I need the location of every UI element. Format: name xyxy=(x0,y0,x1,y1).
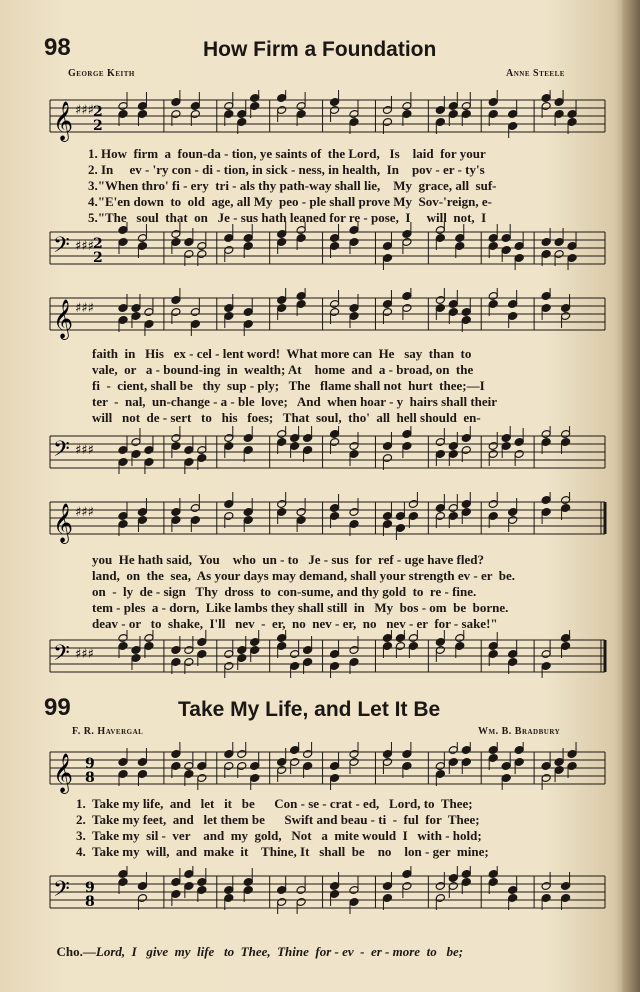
verse-line: faith in His ex - cel - lent word! What more can He say than to xyxy=(92,346,472,361)
verse-line: 4. Take my will, and make it Thine, It shall be no lon - ger mine; xyxy=(76,844,489,859)
verse-line: 4."E'en down to old age, all My peo - ple shall prove My Sov-'reign, e- xyxy=(88,194,492,209)
chorus-line xyxy=(50,928,463,960)
verse-line: deav - or to shake, I'll nev - er, no nev - er, no nev - er for - sake!" xyxy=(92,616,498,631)
verse-line: 1. How firm a foun-da - tion, ye saints of the Lord, Is laid for your xyxy=(88,146,486,161)
svg-text:♯♯♯: ♯♯♯ xyxy=(75,443,94,458)
hymn-title: Take My Life, and Let It Be xyxy=(178,698,441,721)
hymn-title: How Firm a Foundation xyxy=(203,38,437,61)
svg-text:♯♯♯: ♯♯♯ xyxy=(75,239,94,254)
verse-line: on - ly de - sign Thy dross to con-sume, and thy gold to re - fine. xyxy=(92,584,477,599)
svg-text:2: 2 xyxy=(93,236,103,252)
verse-line: ter - nal, un-change - a - ble love; And when hoar - y hairs shall their xyxy=(92,394,498,409)
treble-staff xyxy=(45,742,610,794)
treble-staff xyxy=(45,492,610,544)
svg-text:♯♯♯: ♯♯♯ xyxy=(75,505,94,520)
svg-text:2: 2 xyxy=(93,104,103,120)
verse-line: 3. Take my sil - ver and my gold, Not a mite would I with - hold; xyxy=(76,828,482,843)
verse-line: 1. Take my life, and let it be Con - se - crat - ed, Lord, to Thee; xyxy=(76,796,473,811)
chorus-text: Lord, I give my life to Thee, Thine for - ev - er - more to be; xyxy=(95,944,464,959)
verse-line: 3."When thro' fi - ery tri - als thy path-way shall lie, My grace, all suf- xyxy=(88,178,497,193)
svg-text:♯♯♯: ♯♯♯ xyxy=(75,103,94,118)
hymn-number: 99 xyxy=(44,694,71,721)
svg-text:2: 2 xyxy=(93,250,103,266)
verse-line: you He hath said, You who un - to Je - sus for ref - uge have fled? xyxy=(92,552,484,567)
verse-line: will not de - sert to his foes; That soul, tho' all hell should en- xyxy=(92,410,481,425)
svg-text:2: 2 xyxy=(93,118,103,134)
svg-text:𝄢: 𝄢 xyxy=(53,877,70,907)
svg-text:♯♯♯: ♯♯♯ xyxy=(75,647,94,662)
verse-line: 5."The soul that on Je - sus hath leaned for re - pose, I will not, I xyxy=(88,210,487,225)
author-credit: F. R. Havergal xyxy=(72,726,144,737)
bass-staff xyxy=(45,426,610,478)
treble-staff xyxy=(45,288,610,340)
hymn-number: 98 xyxy=(44,34,71,61)
svg-text:8: 8 xyxy=(85,894,95,910)
svg-text:♯♯♯: ♯♯♯ xyxy=(75,301,94,316)
svg-text:𝄢: 𝄢 xyxy=(53,437,70,467)
verse-line: tem - ples a - dorn, Like lambs they shall still in My bos - om be borne. xyxy=(92,600,509,615)
svg-text:𝄞: 𝄞 xyxy=(53,503,74,543)
verse-line: fi - cient, shall be thy sup - ply; The flame shall not hurt thee;—I xyxy=(92,378,485,393)
book-spine xyxy=(622,0,640,992)
verse-line: land, on the sea, As your days may demand, shall your strength ev - er be. xyxy=(92,568,516,583)
svg-text:𝄢: 𝄢 xyxy=(53,233,70,263)
verse-line: 2. Take my feet, and let them be Swift and beau - ti - ful for Thee; xyxy=(76,812,480,827)
bass-staff xyxy=(45,866,610,918)
bass-staff xyxy=(45,222,610,274)
author-credit: Anne Steele xyxy=(506,68,565,79)
svg-text:9: 9 xyxy=(85,756,95,772)
svg-text:𝄢: 𝄢 xyxy=(53,641,70,671)
composer-credit: George Keith xyxy=(68,68,135,79)
svg-text:8: 8 xyxy=(85,770,95,786)
bass-staff xyxy=(45,630,610,682)
treble-staff xyxy=(45,90,610,142)
chorus-label: Cho.— xyxy=(56,944,96,959)
composer-credit: Wm. B. Bradbury xyxy=(478,726,561,737)
svg-text:𝄞: 𝄞 xyxy=(53,101,74,141)
svg-text:𝄞: 𝄞 xyxy=(53,299,74,339)
verse-line: vale, or a - bound-ing in wealth; At home and a - broad, on the xyxy=(92,362,474,377)
svg-text:𝄞: 𝄞 xyxy=(53,753,74,793)
svg-text:9: 9 xyxy=(85,880,95,896)
verse-line: 2. In ev - 'ry con - di - tion, in sick - ness, in health, In pov - er - ty's xyxy=(88,162,485,177)
